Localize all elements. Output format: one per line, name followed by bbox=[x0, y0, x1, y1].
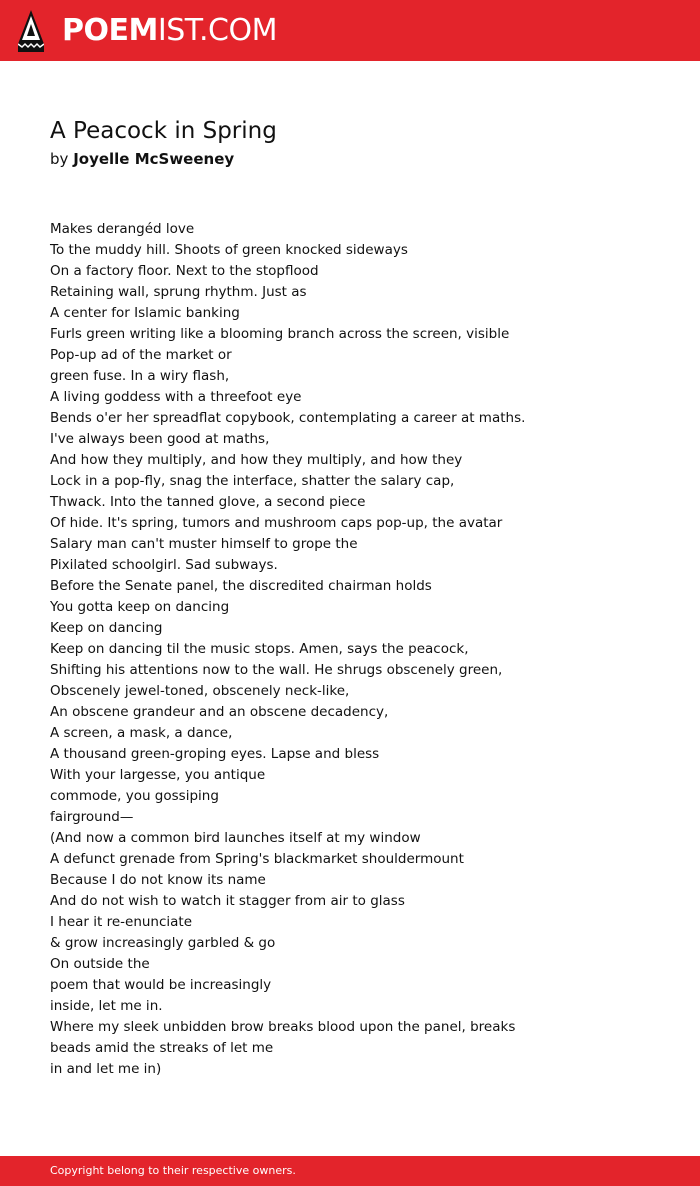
poem-body bbox=[50, 219, 670, 1080]
poem-line: An obscene grandeur and an obscene decadency, bbox=[50, 704, 389, 720]
poem-line: in and let me in) bbox=[50, 1061, 162, 1077]
poem-line: & grow increasingly garbled & go bbox=[50, 935, 276, 951]
poem-title: A Peacock in Spring bbox=[50, 118, 277, 144]
poem-line: Bends o'er her spreadflat copybook, contemplating a career at maths. bbox=[50, 410, 526, 426]
poem-line: And do not wish to watch it stagger from air to glass bbox=[50, 893, 405, 909]
pencil-tip-icon[interactable] bbox=[18, 10, 44, 52]
poem-line: A screen, a mask, a dance, bbox=[50, 725, 233, 741]
poem-line: Pop-up ad of the market or bbox=[50, 347, 232, 363]
poem-line: commode, you gossiping bbox=[50, 788, 219, 804]
poem-line: And how they multiply, and how they multiply, and how they bbox=[50, 452, 463, 468]
poem-line: inside, let me in. bbox=[50, 998, 163, 1014]
logo-light-text: IST.COM bbox=[157, 13, 277, 48]
poem-line: I've always been good at maths, bbox=[50, 431, 270, 447]
poem-line: A living goddess with a threefoot eye bbox=[50, 389, 302, 405]
poem-line: Makes derangéd love bbox=[50, 221, 195, 237]
poem-line: Of hide. It's spring, tumors and mushroom caps pop-up, the avatar bbox=[50, 515, 503, 531]
poem-line: You gotta keep on dancing bbox=[50, 599, 230, 615]
site-header bbox=[0, 0, 700, 61]
poem-line: Keep on dancing bbox=[50, 620, 163, 636]
site-logo[interactable] bbox=[62, 13, 277, 49]
by-label: by bbox=[50, 150, 69, 168]
poem-line: fairground— bbox=[50, 809, 134, 825]
poem-line: Pixilated schoolgirl. Sad subways. bbox=[50, 557, 278, 573]
poem-line: A defunct grenade from Spring's blackmarket shouldermount bbox=[50, 851, 464, 867]
poem-line: Furls green writing like a blooming branch across the screen, visible bbox=[50, 326, 510, 342]
poem-line: poem that would be increasingly bbox=[50, 977, 272, 993]
copyright-notice: Copyright belong to their respective owners. bbox=[50, 1164, 296, 1177]
poem-line: On a factory floor. Next to the stopflood bbox=[50, 263, 319, 279]
poem-line: (And now a common bird launches itself at my window bbox=[50, 830, 421, 846]
poem-line: beads amid the streaks of let me bbox=[50, 1040, 274, 1056]
poem-line: Retaining wall, sprung rhythm. Just as bbox=[50, 284, 307, 300]
logo-bold-text: POEM bbox=[62, 13, 158, 48]
poem-line: Keep on dancing til the music stops. Amen, says the peacock, bbox=[50, 641, 469, 657]
poem-line: Thwack. Into the tanned glove, a second piece bbox=[50, 494, 366, 510]
poem-line: Because I do not know its name bbox=[50, 872, 266, 888]
poem-line: Salary man can't muster himself to grope the bbox=[50, 536, 358, 552]
poem-line: Shifting his attentions now to the wall. He shrugs obscenely green, bbox=[50, 662, 503, 678]
poem-line: With your largesse, you antique bbox=[50, 767, 266, 783]
poem-byline bbox=[50, 149, 234, 169]
poem-line: On outside the bbox=[50, 956, 150, 972]
poem-line: Where my sleek unbidden brow breaks blood upon the panel, breaks bbox=[50, 1019, 516, 1035]
poem-line: Before the Senate panel, the discredited chairman holds bbox=[50, 578, 432, 594]
poem-line: Lock in a pop-fly, snag the interface, shatter the salary cap, bbox=[50, 473, 455, 489]
poem-line: Obscenely jewel-toned, obscenely neck-like, bbox=[50, 683, 350, 699]
poem-line: I hear it re-enunciate bbox=[50, 914, 193, 930]
poem-line: A thousand green-groping eyes. Lapse and bless bbox=[50, 746, 380, 762]
poem-author: Joyelle McSweeney bbox=[73, 150, 235, 168]
poem-line: A center for Islamic banking bbox=[50, 305, 240, 321]
poem-line: green fuse. In a wiry flash, bbox=[50, 368, 230, 384]
site-footer bbox=[0, 1156, 700, 1186]
poem-line: To the muddy hill. Shoots of green knocked sideways bbox=[50, 242, 408, 258]
